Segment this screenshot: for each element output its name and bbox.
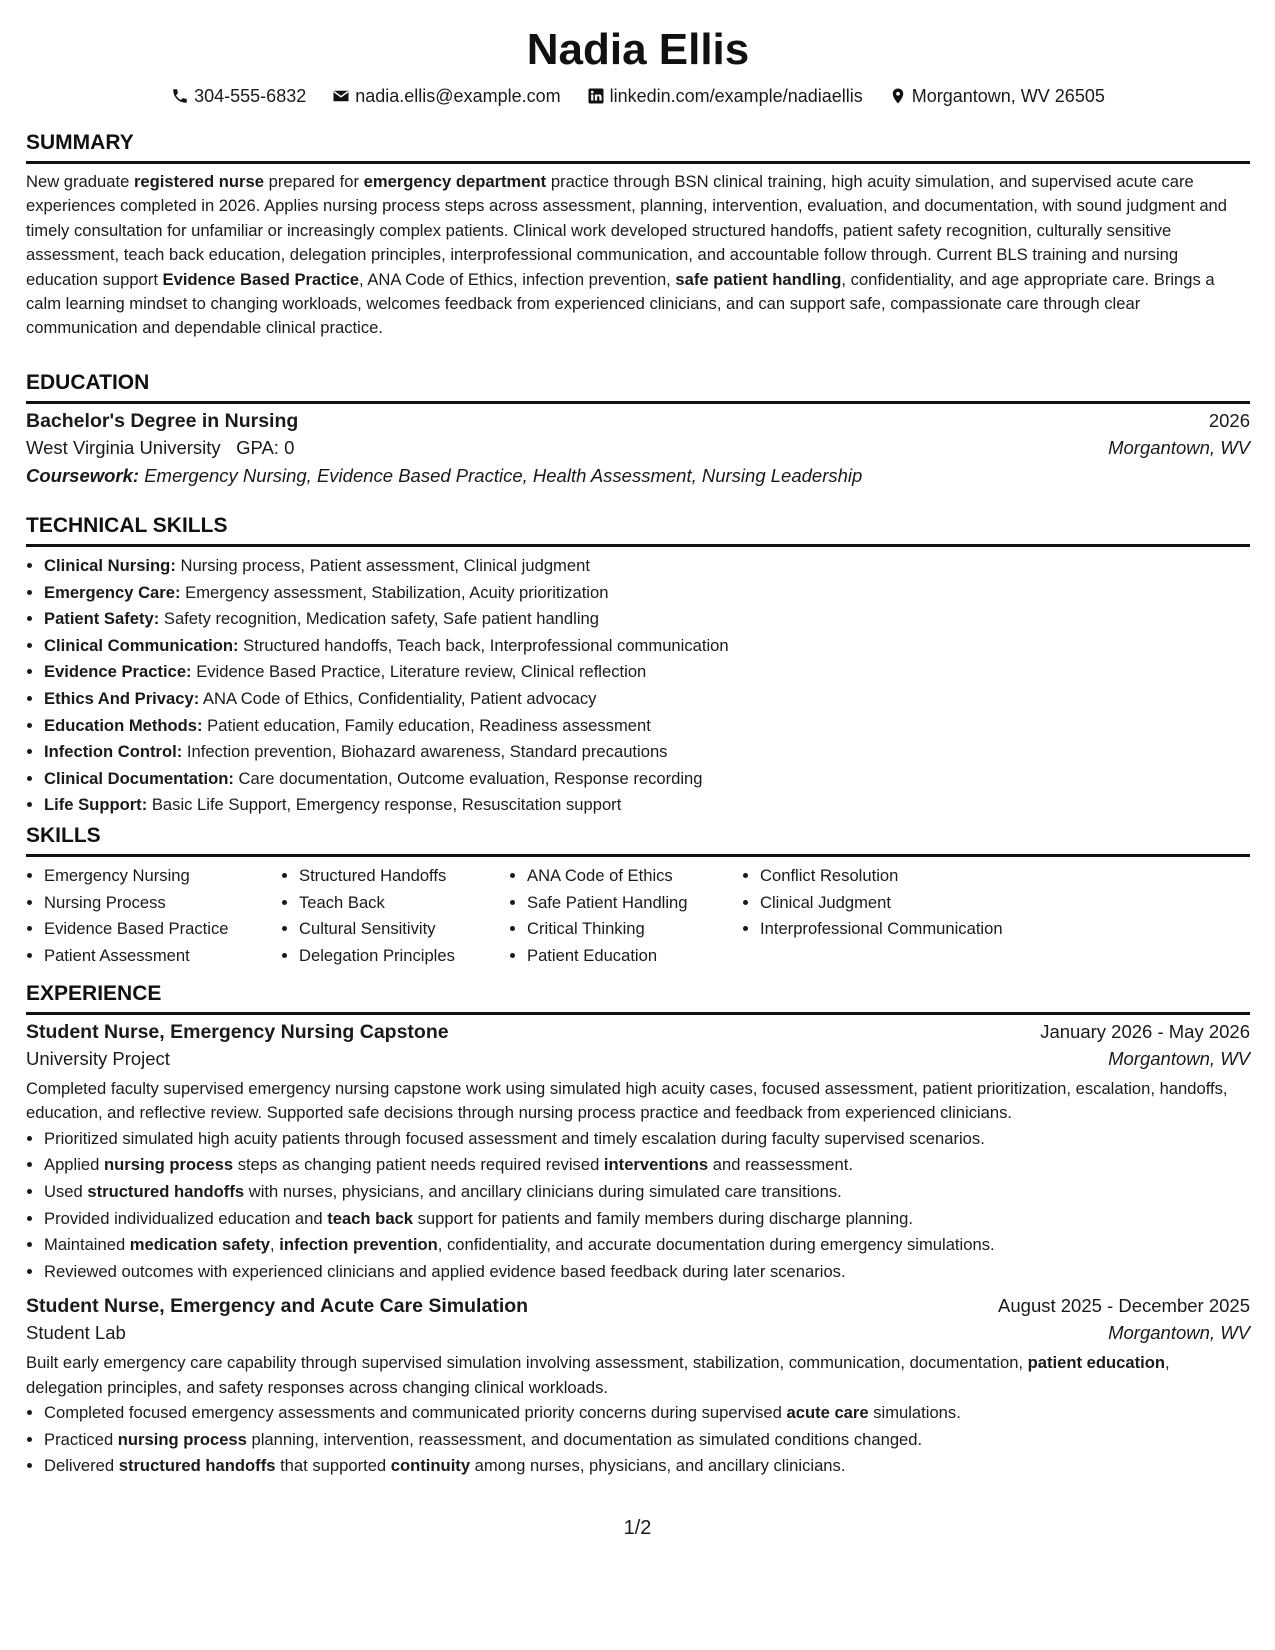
job-bullet: [44, 1232, 1250, 1259]
text-segment: planning, intervention, reassessment, and documentation as simulated conditions changed.: [246, 1429, 923, 1449]
skill-item: • Delegation Principles: [299, 943, 509, 970]
section-title: SUMMARY: [26, 130, 1250, 164]
text-segment: Completed focused emergency assessments and communicated priority concerns during supervised: [44, 1403, 787, 1423]
text-segment: , confidentiality, and age appropriate care. Brings a calm learning mindset to changing workloads, welcomes feedback from experienced clinicians, and can support safe, compassionate care through clear communication and dependable clinical practice.: [26, 269, 1215, 338]
skill-category: Infection Control:: [44, 742, 183, 762]
text-segment: Reviewed outcomes with experienced clinicians and applied evidence based feedback during later scenarios.: [44, 1261, 846, 1281]
phone-icon: [171, 87, 189, 105]
skill-values: Nursing process, Patient assessment, Clinical judgment: [175, 556, 590, 575]
text-segment: Maintained: [44, 1235, 130, 1255]
skill-item: • Emergency Nursing: [44, 863, 281, 890]
skill-item: • Interprofessional Communication: [760, 916, 1080, 943]
job-location: Morgantown, WV: [1108, 1322, 1250, 1344]
technical-skill-item: [44, 739, 1250, 766]
linkedin-text: linkedin.com/example/nadiaellis: [609, 86, 863, 106]
section-title: TECHNICAL SKILLS: [26, 513, 1250, 547]
skill-category: Life Support:: [44, 795, 148, 815]
technical-skill-item: [44, 713, 1250, 740]
job-bullet: [44, 1427, 1250, 1454]
emphasis-text: interventions: [603, 1155, 709, 1175]
school-name: West Virginia University: [26, 437, 221, 458]
skill-item: • Clinical Judgment: [760, 890, 1080, 917]
summary-text: [26, 170, 1250, 341]
graduation-year: 2026: [1208, 410, 1250, 431]
text-segment: Completed faculty supervised emergency nursing capstone work using simulated high acuity cases, focused assessment, patient prioritization, escalation, handoffs, education, and reflective review. Supported safe decisions through nursing process practice and feedback from experienced clinicians.: [26, 1079, 1228, 1123]
contact-location: [889, 84, 1105, 108]
section-title: EXPERIENCE: [26, 981, 1250, 1015]
emphasis-text: patient education: [1027, 1353, 1166, 1373]
skill-item: • Teach Back: [299, 890, 509, 917]
text-segment: Used: [44, 1182, 88, 1201]
emphasis-text: emergency department: [363, 172, 547, 191]
job-org-row: [26, 1322, 1250, 1344]
job-bullet: [44, 1259, 1250, 1286]
job-title: Student Nurse, Emergency Nursing Capstone: [26, 1021, 449, 1043]
text-segment: Practiced: [44, 1429, 118, 1449]
emphasis-text: medication safety: [129, 1235, 270, 1255]
text-segment: support for patients and family members during discharge planning.: [413, 1208, 913, 1228]
school-location: Morgantown, WV: [1108, 437, 1250, 458]
emphasis-text: nursing process: [103, 1155, 234, 1175]
job-organization: University Project: [26, 1048, 170, 1069]
skills-section: [26, 823, 1250, 969]
job-bullets: [26, 1126, 1250, 1286]
skill-item: • Conflict Resolution: [760, 863, 1080, 890]
skills-column: [742, 863, 1080, 969]
emphasis-text: structured handoffs: [87, 1182, 245, 1201]
skills-column: [509, 863, 742, 969]
job-bullet: [44, 1453, 1250, 1480]
skills-grid: [26, 863, 1250, 969]
technical-skills-list: [26, 553, 1250, 819]
job-bullet: [44, 1400, 1250, 1427]
job-bullet: [44, 1206, 1250, 1233]
contact-email[interactable]: [332, 84, 560, 108]
job-entry: [26, 1021, 1250, 1285]
technical-skill-item: [44, 553, 1250, 580]
skill-item: • Evidence Based Practice: [44, 916, 281, 943]
job-dates: August 2025 - December 2025: [998, 1295, 1250, 1317]
skill-item: • Structured Handoffs: [299, 863, 509, 890]
job-org-row: [26, 1048, 1250, 1070]
technical-skill-item: [44, 792, 1250, 819]
skill-item: • Nursing Process: [44, 890, 281, 917]
skill-values: Evidence Based Practice, Literature review, Clinical reflection: [191, 662, 647, 682]
emphasis-text: Evidence Based Practice: [162, 269, 360, 289]
skills-column: [26, 863, 281, 969]
contact-linkedin[interactable]: [587, 84, 863, 108]
skill-category: Education Methods:: [44, 715, 203, 735]
text-segment: Provided individualized education and: [44, 1208, 328, 1228]
technical-skill-item: [44, 633, 1250, 660]
job-bullet: [44, 1179, 1250, 1206]
school: [26, 437, 294, 459]
phone-text: 304-555-6832: [194, 86, 307, 106]
coursework: [26, 465, 1250, 487]
text-segment: steps as changing patient needs required revised: [233, 1155, 604, 1175]
skill-category: Clinical Documentation:: [44, 768, 234, 788]
text-segment: simulations.: [868, 1403, 961, 1423]
text-segment: among nurses, physicians, and ancillary clinicians.: [470, 1456, 846, 1476]
emphasis-text: safe patient handling: [675, 269, 842, 289]
skill-category: Clinical Communication:: [44, 635, 239, 655]
skill-values: Care documentation, Outcome evaluation, Response recording: [233, 768, 703, 788]
technical-skill-item: [44, 606, 1250, 633]
skill-item: • Patient Education: [527, 943, 742, 970]
envelope-icon: [332, 87, 350, 105]
coursework-list: Emergency Nursing, Evidence Based Practice, Health Assessment, Nursing Leadership: [144, 465, 863, 486]
skill-item: • Patient Assessment: [44, 943, 281, 970]
skill-item: • Cultural Sensitivity: [299, 916, 509, 943]
skills-column: [281, 863, 509, 969]
text-segment: and reassessment.: [708, 1155, 853, 1175]
job-bullet: [44, 1126, 1250, 1153]
education-row: [26, 410, 1250, 433]
job-summary: [26, 1077, 1250, 1126]
text-segment: Prioritized simulated high acuity patients through focused assessment and timely escalation during faculty supervised scenarios.: [44, 1128, 985, 1148]
skill-category: Patient Safety:: [44, 609, 160, 629]
emphasis-text: structured handoffs: [118, 1456, 276, 1476]
skill-values: Infection prevention, Biohazard awareness, Standard precautions: [182, 742, 668, 762]
technical-skill-item: [44, 580, 1250, 607]
job-title: Student Nurse, Emergency and Acute Care Simulation: [26, 1295, 529, 1318]
text-segment: , ANA Code of Ethics, infection prevention,: [359, 269, 676, 289]
emphasis-text: nursing process: [117, 1429, 247, 1449]
job-header-row: [26, 1295, 1250, 1318]
technical-skills-section: [26, 513, 1250, 819]
skill-item: • Critical Thinking: [527, 916, 742, 943]
skill-values: Emergency assessment, Stabilization, Acuity prioritization: [180, 582, 609, 602]
text-segment: New graduate: [26, 172, 134, 191]
job-summary: [26, 1351, 1250, 1400]
text-segment: Built early emergency care capability through supervised simulation involving assessment, stabilization, communication, documentation,: [26, 1353, 1028, 1373]
emphasis-text: acute care: [786, 1403, 869, 1423]
emphasis-text: teach back: [327, 1208, 413, 1228]
degree: Bachelor's Degree in Nursing: [26, 410, 299, 432]
technical-skill-item: [44, 686, 1250, 713]
skill-category: Evidence Practice:: [44, 662, 192, 682]
location-text: Morgantown, WV 26505: [911, 86, 1105, 106]
contact-bar: [26, 84, 1250, 108]
contact-phone[interactable]: [171, 84, 306, 108]
text-segment: Applied: [44, 1155, 104, 1175]
section-title: SKILLS: [26, 823, 1250, 857]
skill-values: Structured handoffs, Teach back, Interprofessional communication: [238, 635, 729, 655]
skill-item: • ANA Code of Ethics: [527, 863, 742, 890]
skill-category: Emergency Care:: [44, 582, 181, 602]
linkedin-icon: [587, 87, 605, 105]
summary-section: [26, 130, 1250, 341]
map-pin-icon: [889, 87, 907, 105]
text-segment: , confidentiality, and accurate documentation during emergency simulations.: [437, 1235, 995, 1255]
skill-category: Ethics And Privacy:: [44, 688, 200, 708]
emphasis-text: infection prevention: [279, 1235, 438, 1255]
skill-values: Safety recognition, Medication safety, Safe patient handling: [159, 609, 599, 629]
jobs-list: [26, 1021, 1250, 1480]
education-school-row: [26, 437, 1250, 459]
candidate-name: Nadia Ellis: [526, 25, 750, 74]
job-bullet: [44, 1152, 1250, 1179]
section-title: EDUCATION: [26, 370, 1250, 404]
text-segment: that supported: [275, 1456, 391, 1476]
email-text: nadia.ellis@example.com: [355, 86, 561, 106]
skill-values: ANA Code of Ethics, Confidentiality, Patient advocacy: [199, 688, 597, 708]
education-section: [26, 370, 1250, 487]
emphasis-text: continuity: [390, 1456, 471, 1476]
coursework-label: Coursework:: [26, 465, 140, 486]
text-segment: with nurses, physicians, and ancillary clinicians during simulated care transitions.: [244, 1182, 842, 1201]
emphasis-text: registered nurse: [133, 172, 264, 191]
text-segment: , delegation principles, and safety responses across changing clinical workloads.: [26, 1353, 1170, 1397]
technical-skill-item: [44, 659, 1250, 686]
skill-item: • Safe Patient Handling: [527, 890, 742, 917]
job-bullets: [26, 1400, 1250, 1480]
page-number: 1/2: [623, 1517, 652, 1539]
text-segment: practice through BSN clinical training, high acuity simulation, and supervised acute care experiences completed in 2026. Applies nursing process steps across assessment, planning, intervention, evaluation, and documentation, with sound judgment and timely consultation for unfamiliar or increasingly complex patients. Clinical work developed structured handoffs, patient safety recognition, culturally sensitive assessment, teach back education, delegation principles, interprofessional communication, and accountable follow through. Current BLS training and nursing education support: [26, 172, 1228, 289]
job-location: Morgantown, WV: [1108, 1048, 1250, 1069]
job-header-row: [26, 1021, 1250, 1044]
job-dates: January 2026 - May 2026: [1040, 1021, 1250, 1042]
text-segment: Delivered: [44, 1456, 119, 1476]
job-organization: Student Lab: [26, 1322, 126, 1344]
resume-page: [26, 0, 1250, 1476]
skill-values: Patient education, Family education, Readiness assessment: [202, 715, 651, 735]
experience-section: [26, 981, 1250, 1480]
text-segment: prepared for: [263, 172, 364, 191]
technical-skill-item: [44, 766, 1250, 793]
skill-values: Basic Life Support, Emergency response, Resuscitation support: [147, 795, 622, 815]
text-segment: ,: [269, 1235, 280, 1255]
job-entry: [26, 1295, 1250, 1480]
skill-category: Clinical Nursing:: [44, 556, 176, 575]
gpa: GPA: 0: [236, 437, 295, 458]
